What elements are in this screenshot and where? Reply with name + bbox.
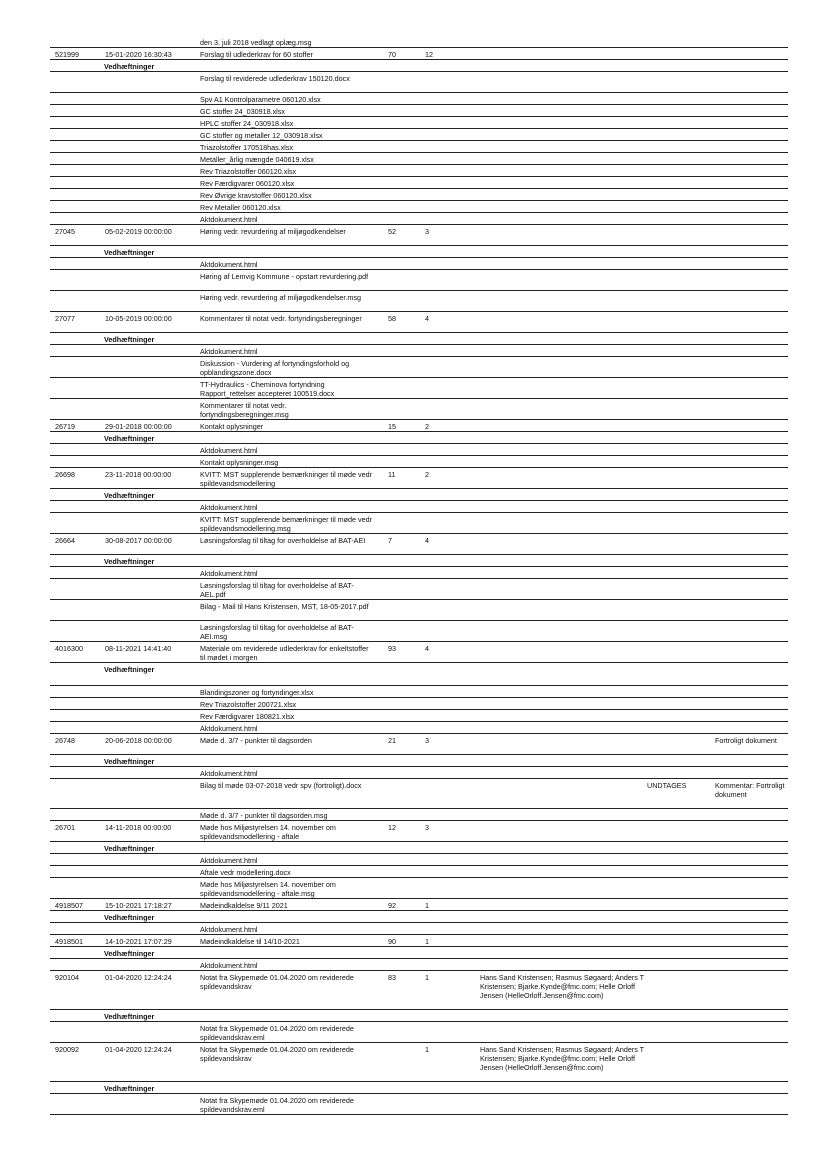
attachment-file-name[interactable]: Bilag - Mail til Hans Kristensen, MST, 18-05-2017.pdf (200, 602, 369, 611)
attachment-file-name[interactable]: Aktdokument.html (200, 446, 258, 455)
attachment-file-name[interactable]: Rev Triazolstoffer 200721.xlsx (200, 700, 297, 709)
attachment-file-row[interactable] (50, 600, 788, 621)
attachments-label: Vedhæftninger (104, 335, 155, 344)
record-title[interactable]: Løsningsforslag til tiltag for overholdelse af BAT-AEI (200, 536, 366, 545)
attachment-file-name[interactable]: Aftale vedr modellering.docx (200, 868, 291, 877)
attachment-file-row[interactable] (50, 189, 788, 201)
attachments-header-row (50, 911, 788, 923)
document-record-row[interactable] (50, 642, 788, 663)
record-number: 21 (388, 736, 396, 745)
attachment-file-row[interactable] (50, 117, 788, 129)
attachment-file-name[interactable]: Aktdokument.html (200, 503, 258, 512)
attachments-label: Vedhæftninger (104, 844, 155, 853)
attachment-file-row[interactable] (50, 959, 788, 971)
attachments-label: Vedhæftninger (104, 913, 155, 922)
document-list (50, 36, 788, 1115)
attachment-file-name[interactable]: HPLC stoffer 24_030918.xlsx (200, 119, 294, 128)
attachment-file-name[interactable]: Rev Triazolstoffer 060120.xlsx (200, 167, 297, 176)
attachment-file-name[interactable]: Løsningsforslag til tiltag for overholdelse af BAT-AEL.pdf (200, 581, 354, 599)
record-title[interactable]: Kontakt oplysninger (200, 422, 264, 431)
attachment-file-row[interactable] (50, 923, 788, 935)
record-title[interactable]: Møde d. 3/7 - punkter til dagsorden (200, 736, 312, 745)
attachment-file-row[interactable] (50, 854, 788, 866)
record-title[interactable]: Høring vedr. revurdering af miljøgodkendelser (200, 227, 346, 236)
attachment-file-row[interactable] (50, 866, 788, 878)
attachments-header-row (50, 1010, 788, 1022)
attachment-file-name[interactable]: Aktdokument.html (200, 215, 258, 224)
attachment-file-name[interactable]: Aktdokument.html (200, 260, 258, 269)
record-id: 26701 (55, 823, 75, 832)
record-id: 4016300 (55, 644, 83, 653)
attachment-file-name[interactable]: Løsningsforslag til tiltag for overholdelse af BAT-AEI.msg (200, 623, 354, 641)
record-date: 05-02-2019 00:00:00 (105, 227, 172, 236)
attachment-file-name[interactable]: TT-Hydraulics - Cheminova fortyndning Rapport_rettelser accepteret 100519.docx (200, 380, 335, 398)
record-number: 7 (388, 536, 392, 545)
attachment-file-row[interactable] (50, 579, 788, 600)
document-record-row[interactable] (50, 821, 788, 842)
attachment-file-row[interactable] (50, 567, 788, 579)
record-id: 26748 (55, 736, 75, 745)
document-record-row[interactable] (50, 312, 788, 333)
attachment-file-row[interactable] (50, 1022, 788, 1043)
attachments-label: Vedhæftninger (104, 665, 155, 674)
attachment-file-row[interactable] (50, 72, 788, 93)
attachments-label: Vedhæftninger (104, 757, 155, 766)
record-date: 15-10-2021 17:18:27 (105, 901, 172, 910)
attachment-file-name[interactable]: GC stoffer 24_030918.xlsx (200, 107, 285, 116)
record-id: 521999 (55, 50, 79, 59)
document-record-row[interactable] (50, 534, 788, 555)
attachment-count: 1 (425, 1045, 429, 1054)
record-id: 26664 (55, 536, 75, 545)
record-number: 92 (388, 901, 396, 910)
attachment-file-name[interactable]: Notat fra Skypemøde 01.04.2020 om reviderede spildevandskrav.eml (200, 1096, 354, 1114)
attachments-label: Vedhæftninger (104, 557, 155, 566)
attachment-file-name[interactable]: Høring af Lemvig Kommune - opstart revurdering.pdf (200, 272, 369, 281)
attachment-count: 12 (425, 50, 433, 59)
attachment-file-row[interactable] (50, 345, 788, 357)
attachment-file-name[interactable]: Aktdokument.html (200, 347, 258, 356)
attachment-file-row[interactable] (50, 270, 788, 291)
attachment-file-row[interactable] (50, 213, 788, 225)
record-id: 4918501 (55, 937, 83, 946)
attachment-file-row[interactable] (50, 1094, 788, 1115)
record-title[interactable]: Notat fra Skypemøde 01.04.2020 om reviderede spildevandskrav (200, 1045, 354, 1063)
record-number: 83 (388, 973, 396, 982)
record-number: 90 (388, 937, 396, 946)
attachment-count: 4 (425, 644, 429, 653)
record-number: 12 (388, 823, 396, 832)
attachment-file-row[interactable] (50, 141, 788, 153)
attachment-file-name[interactable]: Møde d. 3/7 - punkter til dagsorden.msg (200, 811, 328, 820)
attachment-file-row[interactable] (50, 878, 788, 899)
attachment-file-row[interactable] (50, 809, 788, 821)
attachments-header-row (50, 60, 788, 72)
attachment-count: 3 (425, 823, 429, 832)
attachment-file-name[interactable]: Møde hos Miljøstyrelsen 14. november om spildevandsmodellering - aftale.msg (200, 880, 336, 898)
attachment-file-name[interactable]: Bilag til møde 03-07-2018 vedr spv (fortroligt).docx (200, 781, 362, 790)
attachment-file-name[interactable]: Kommentarer til notat vedr. fortyndingsberegninger.msg (200, 401, 289, 419)
attachment-file-name[interactable]: Forslag til reviderede udlederkrav 150120.docx (200, 74, 350, 83)
attachments-header-row (50, 842, 788, 854)
attachment-count: 1 (425, 937, 429, 946)
attachment-file-row[interactable] (50, 779, 788, 809)
attachment-file-row[interactable] (50, 501, 788, 513)
record-date: 10-05-2019 00:00:00 (105, 314, 172, 323)
attachment-file-name[interactable]: Kontakt oplysninger.msg (200, 458, 279, 467)
attachments-label: Vedhæftninger (104, 1012, 155, 1021)
record-date: 01-04-2020 12:24:24 (105, 1045, 172, 1054)
document-record-row[interactable] (50, 468, 788, 489)
attachment-file-name[interactable]: Rev Færdigvarer 180821.xlsx (200, 712, 295, 721)
record-title[interactable]: Materiale om reviderede udlederkrav for enkeltstoffer til mødet i morgen (200, 644, 369, 662)
attachment-count: 4 (425, 314, 429, 323)
attachment-file-name[interactable]: Spv A1 Kontrolparametre 060120.xlsx (200, 95, 321, 104)
attachment-file-name[interactable]: GC stoffer og metaller 12_030918.xlsx (200, 131, 323, 140)
attachment-file-name[interactable]: Høring vedr. revurdering af miljøgodkendelser.msg (200, 293, 361, 302)
attachment-file-row[interactable] (50, 513, 788, 534)
record-id: 4918507 (55, 901, 83, 910)
attachment-file-name[interactable]: Notat fra Skypemøde 01.04.2020 om reviderede spildevandskrav.eml (200, 1024, 354, 1042)
recipients: Hans Sand Kristensen; Rasmus Søgaard; Anders T Kristensen; Bjarke.Kynde@fmc.com; Helle Orloff Jensen (HelleOrloff.Jensen@fmc.com) (480, 1045, 644, 1072)
document-record-row[interactable] (50, 420, 788, 432)
attachment-count: 1 (425, 973, 429, 982)
attachments-label: Vedhæftninger (104, 1084, 155, 1093)
record-number: 11 (388, 470, 396, 479)
attachment-file-row[interactable] (50, 36, 788, 48)
excluded-flag: UNDTAGES (647, 781, 687, 790)
record-title[interactable]: Forslag til udlederkrav for 60 stoffer (200, 50, 313, 59)
attachment-file-row[interactable] (50, 258, 788, 270)
record-date: 23-11-2018 00:00:00 (105, 470, 172, 479)
attachments-header-row (50, 1082, 788, 1094)
record-number: 58 (388, 314, 396, 323)
attachment-file-row[interactable] (50, 177, 788, 189)
attachment-file-name[interactable]: Aktdokument.html (200, 925, 258, 934)
attachment-file-row[interactable] (50, 93, 788, 105)
attachment-file-row[interactable] (50, 686, 788, 698)
attachment-file-name[interactable]: den 3. juli 2018 vedlagt oplæg.msg (200, 38, 312, 47)
record-id: 26698 (55, 470, 75, 479)
record-id: 27077 (55, 314, 75, 323)
attachment-file-name[interactable]: Rev Færdigvarer 060120.xlsx (200, 179, 295, 188)
attachment-file-name[interactable]: Rev Metaller 060120.xlsx (200, 203, 281, 212)
document-record-row[interactable] (50, 225, 788, 246)
attachment-file-row[interactable] (50, 165, 788, 177)
record-title[interactable]: Mødeindkaldelse 9/11 2021 (200, 901, 288, 910)
document-record-row[interactable] (50, 734, 788, 755)
attachments-label: Vedhæftninger (104, 434, 155, 443)
record-number: 52 (388, 227, 396, 236)
attachments-header-row (50, 489, 788, 501)
attachments-header-row (50, 555, 788, 567)
attachment-file-name[interactable]: Aktdokument.html (200, 961, 258, 970)
attachments-label: Vedhæftninger (104, 491, 155, 500)
document-record-row[interactable] (50, 1043, 788, 1082)
attachments-header-row (50, 246, 788, 258)
attachment-file-name[interactable]: Rev Øvrige kravstoffer 060120.xlsx (200, 191, 312, 200)
record-title[interactable]: Mødeindkaldelse til 14/10-2021 (200, 937, 300, 946)
attachment-file-name[interactable]: Metaller_årlig mængde 040619.xlsx (200, 155, 314, 164)
record-id: 920104 (55, 973, 79, 982)
attachment-file-name[interactable]: Aktdokument.html (200, 856, 258, 865)
attachments-label: Vedhæftninger (104, 62, 155, 71)
attachment-file-name[interactable]: Aktdokument.html (200, 769, 258, 778)
record-number: 93 (388, 644, 396, 653)
record-date: 30-08-2017 00:00:00 (105, 536, 172, 545)
attachment-file-row[interactable] (50, 378, 788, 399)
record-number: 15 (388, 422, 396, 431)
attachment-file-name[interactable]: Diskussion - Vurdering af fortyndingsforhold og opblandingszone.docx (200, 359, 350, 377)
attachment-file-row[interactable] (50, 767, 788, 779)
record-date: 08-11-2021 14:41:40 (105, 644, 172, 653)
attachment-file-row[interactable] (50, 698, 788, 710)
attachment-file-row[interactable] (50, 444, 788, 456)
attachment-file-name[interactable]: Aktdokument.html (200, 724, 258, 733)
confidential-note: Kommentar: Fortroligt dokument (715, 781, 785, 799)
record-title[interactable]: KVITT: MST supplerende bemærkninger til møde vedr spildevandsmodellering (200, 470, 373, 488)
record-date: 15-01-2020 16:30:43 (105, 50, 172, 59)
record-title[interactable]: Møde hos Miljøstyrelsen 14. november om spildevandsmodellering - aftale (200, 823, 336, 841)
attachment-count: 3 (425, 227, 429, 236)
record-date: 20-06-2018 00:00:00 (105, 736, 172, 745)
attachment-count: 2 (425, 470, 429, 479)
attachments-header-row (50, 947, 788, 959)
attachment-count: 2 (425, 422, 429, 431)
record-date: 29-01-2018 00:00:00 (105, 422, 172, 431)
record-date: 14-11-2018 00:00:00 (105, 823, 172, 832)
record-id: 920092 (55, 1045, 79, 1054)
document-record-row[interactable] (50, 899, 788, 911)
record-id: 26719 (55, 422, 75, 431)
attachments-label: Vedhæftninger (104, 248, 155, 257)
document-record-row[interactable] (50, 935, 788, 947)
document-record-row[interactable] (50, 971, 788, 1010)
attachment-file-name[interactable]: Blandingszoner og fortyndinger.xlsx (200, 688, 314, 697)
attachment-file-name[interactable]: Aktdokument.html (200, 569, 258, 578)
attachments-header-row (50, 432, 788, 444)
attachment-file-row[interactable] (50, 129, 788, 141)
attachment-file-name[interactable]: KVITT: MST supplerende bemærkninger til møde vedr spildevandsmodellering.msg (200, 515, 373, 533)
record-date: 01-04-2020 12:24:24 (105, 973, 172, 982)
record-id: 27045 (55, 227, 75, 236)
attachment-file-row[interactable] (50, 621, 788, 642)
recipients: Hans Sand Kristensen; Rasmus Søgaard; Anders T Kristensen; Bjarke.Kynde@fmc.com; Helle Orloff Jensen (HelleOrloff.Jensen@fmc.com) (480, 973, 644, 1000)
attachment-file-row[interactable] (50, 710, 788, 722)
attachment-count: 4 (425, 536, 429, 545)
record-title[interactable]: Notat fra Skypemøde 01.04.2020 om reviderede spildevandskrav (200, 973, 354, 991)
confidential-note: Fortroligt dokument (715, 736, 777, 745)
record-title[interactable]: Kommentarer til notat vedr. fortyndingsberegninger (200, 314, 362, 323)
attachment-file-row[interactable] (50, 399, 788, 420)
attachments-header-row (50, 755, 788, 767)
attachment-file-row[interactable] (50, 357, 788, 378)
attachment-count: 3 (425, 736, 429, 745)
record-number: 70 (388, 50, 396, 59)
attachment-file-name[interactable]: Triazolstoffer 170518has.xlsx (200, 143, 294, 152)
attachment-file-row[interactable] (50, 201, 788, 213)
attachment-file-row[interactable] (50, 105, 788, 117)
attachment-count: 1 (425, 901, 429, 910)
document-record-row[interactable] (50, 48, 788, 60)
attachment-file-row[interactable] (50, 153, 788, 165)
record-date: 14-10-2021 17:07:29 (105, 937, 172, 946)
attachment-file-row[interactable] (50, 456, 788, 468)
attachments-label: Vedhæftninger (104, 949, 155, 958)
attachments-header-row (50, 333, 788, 345)
attachments-header-row (50, 663, 788, 686)
attachment-file-row[interactable] (50, 291, 788, 312)
attachment-file-row[interactable] (50, 722, 788, 734)
